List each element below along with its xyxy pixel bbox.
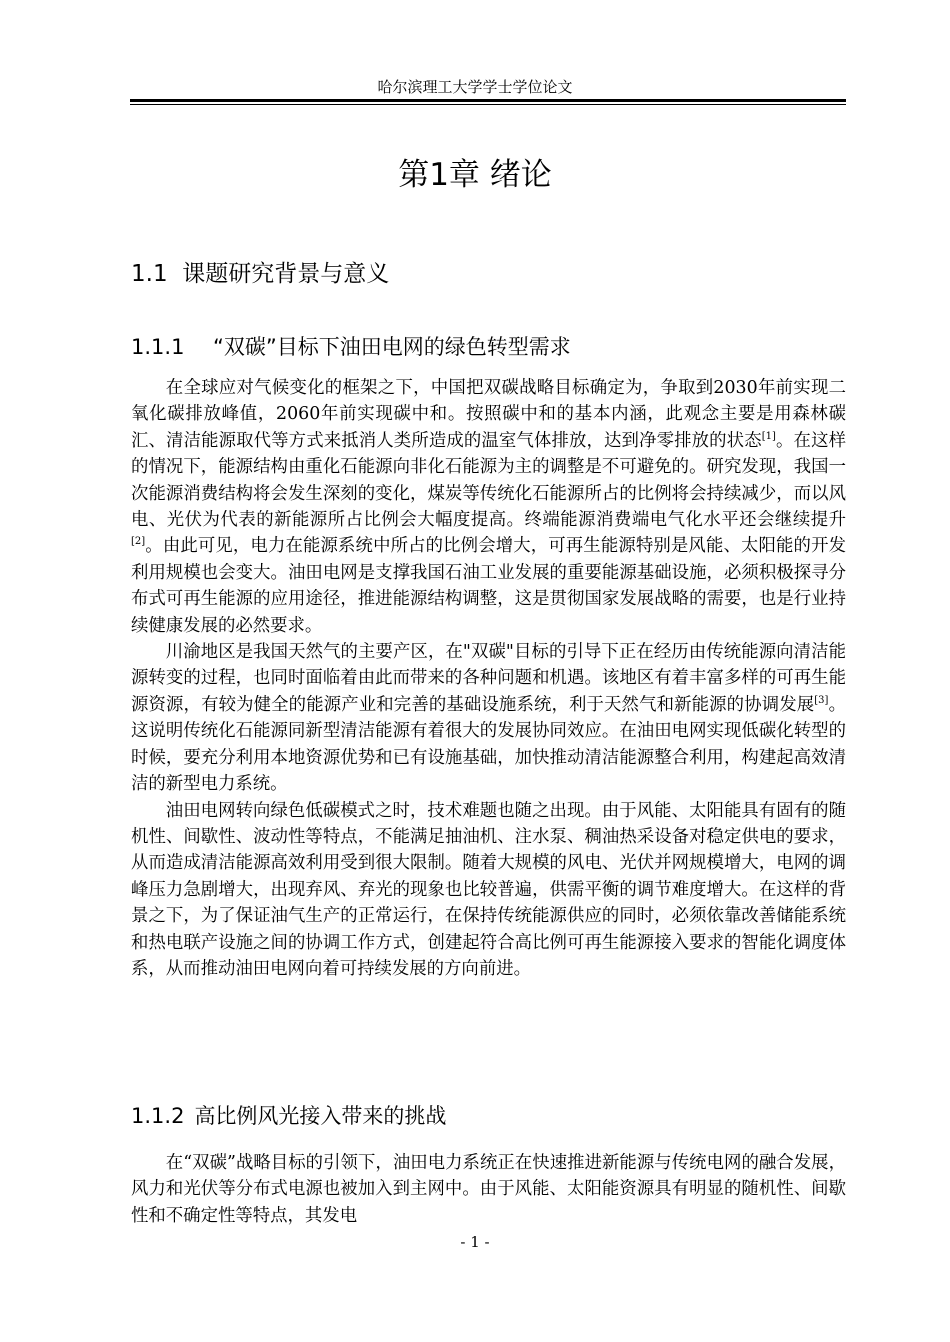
paragraph-text: 。在这样的情况下，能源结构由重化石能源向非化石能源为主的调整是不可避免的。研究发现，我国一次能源消费结构将会发生深刻的变化，煤炭等传统化石能源所占的比例将会持续减少，而以风电、光伏为代表的新能源所占比例会大幅度提高。终端能源消费端电气化水平还会继续提升 xyxy=(131,430,846,531)
chapter-title: 第1章 绪论 xyxy=(398,157,552,193)
section-heading xyxy=(131,258,389,290)
paragraph-text: 在“双碳”战略目标的引领下，油田电力系统正在快速推进新能源与传统电网的融合发展，风力和光伏等分布式电源也被加入到主网中。由于风能、太阳能资源具有明显的随机性、间歇性和不确定性等特点，其发电 xyxy=(131,1153,846,1226)
section-number: 1.1 xyxy=(131,261,168,287)
subsection-heading xyxy=(131,332,571,362)
citation-2: [2] xyxy=(131,536,146,548)
body-text-block xyxy=(131,375,846,982)
section-title: 课题研究背景与意义 xyxy=(182,261,390,287)
paragraph xyxy=(131,375,846,639)
body-text-block xyxy=(131,1150,846,1229)
paragraph-text: 在全球应对气候变化的框架之下，中国把双碳战略目标确定为，争取到2030年前实现二氧化碳排放峰值，2060年前实现碳中和。按照碳中和的基本内涵，此观念主要是用森林碳汇、清洁能源取代等方式来抵消人类所造成的温室气体排放，达到净零排放的状态 xyxy=(131,378,846,451)
paragraph-text: 油田电网转向绿色低碳模式之时，技术难题也随之出现。由于风能、太阳能具有固有的随机性、间歇性、波动性等特点，不能满足抽油机、注水泵、稠油热采设备对稳定供电的要求，从而造成清洁能源高效利用受到很大限制。随着大规模的风电、光伏并网规模增大，电网的调峰压力急剧增大，出现弃风、弃光的现象也比较普遍，供需平衡的调节难度增大。在这样的背景之下，为了保证油气生产的正常运行，在保持传统能源供应的同时，必须依靠改善储能系统和热电联产设施之间的协调工作方式，创建起符合高比例可再生能源接入要求的智能化调度体系，从而推动油田电网向着可持续发展的方向前进。 xyxy=(131,800,846,979)
subsection-title: “双碳”目标下油田电网的绿色转型需求 xyxy=(213,335,571,359)
paragraph-text: 。这说明传统化石能源同新型清洁能源有着很大的发展协同效应。在油田电网实现低碳化转型的时候，要充分利用本地资源优势和已有设施基础，加快推动清洁能源整合利用，构建起高效清洁的新型电力系统。 xyxy=(131,694,846,795)
subsection-number: 1.1.2 xyxy=(131,1104,185,1128)
paragraph-text: 川渝地区是我国天然气的主要产区，在"双碳"目标的引导下正在经历由传统能源向清洁能源转变的过程，也同时面临着由此而带来的各种问题和机遇。该地区有着丰富多样的可再生能源资源，有较为健全的能源产业和完善的基础设施系统，利于天然气和新能源的协调发展 xyxy=(131,642,846,715)
page-number: - 1 - xyxy=(460,1233,490,1251)
header-rule-thin xyxy=(130,104,846,105)
citation-3: [3] xyxy=(814,694,829,706)
subsection-title: 高比例风光接入带来的挑战 xyxy=(194,1104,447,1128)
paragraph xyxy=(131,798,846,983)
paragraph xyxy=(131,1150,846,1229)
paragraph xyxy=(131,639,846,797)
subsection-heading xyxy=(131,1101,446,1131)
citation-1: [1] xyxy=(761,430,776,442)
paragraph-text: 。由此可见，电力在能源系统中所占的比例会增大，可再生能源特别是风能、太阳能的开发利用规模也会变大。油田电网是支撑我国石油工业发展的重要能源基础设施，必须积极探寻分布式可再生能源的应用途径，推进能源结构调整，这是贯彻国家发展战略的需要，也是行业持续健康发展的必然要求。 xyxy=(131,536,846,636)
subsection-number: 1.1.1 xyxy=(131,335,185,359)
running-header: 哈尔滨理工大学学士学位论文 xyxy=(377,78,573,96)
header-rule-thick xyxy=(130,99,846,102)
